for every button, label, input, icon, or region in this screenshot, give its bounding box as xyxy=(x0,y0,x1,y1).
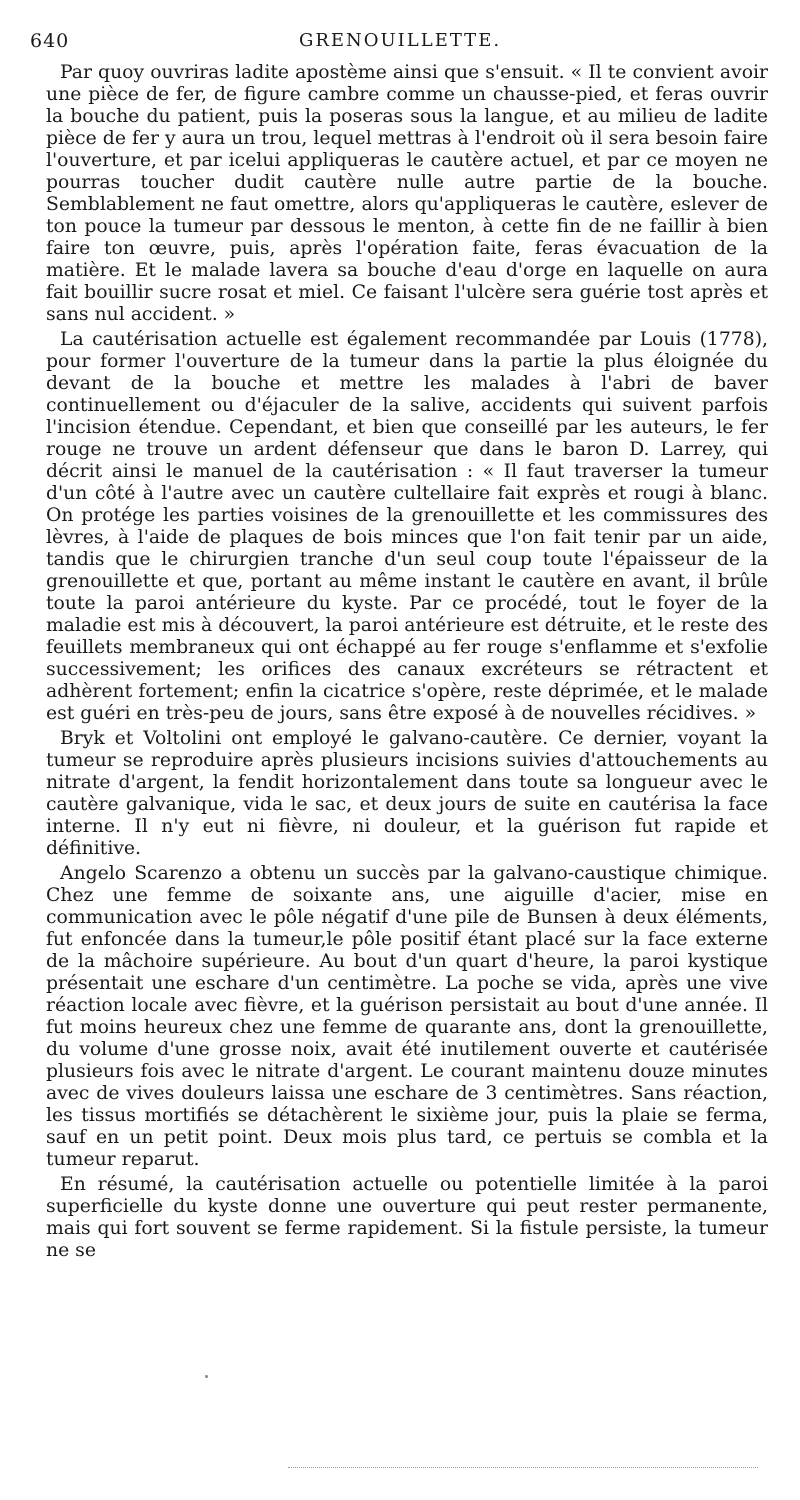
paragraph-4: Angelo Scarenzo a obtenu un succès par la galvano-caustique chimique. Chez une femme de soixante ans, une aiguille d'acier, mise en communication avec le pôle négatif d'une pile de Bunsen à deux éléments, fut enfoncée dans la tumeur,le pôle positif étant placé sur la face externe de la mâchoire supérieure. Au bout d'un quart d'heure, la paroi kystique présentait une eschare d'un centimètre. La poche se vida, après une vive réaction locale avec fièvre, et la guérison persistait au bout d'une année. Il fut moins heureux chez une femme de quarante ans, dont la grenouillette, du volume d'une grosse noix, avait été inutilement ouverte et cautérisée plusieurs fois avec le nitrate d'argent. Le courant maintenu douze minutes avec de vives douleurs laissa une eschare de 3 centimètres. Sans réaction, les tissus mortifiés se détachèrent le sixième jour, puis la plaie se ferma, sauf en un petit point. Deux mois plus tard, ce pertuis se combla et la tumeur reparut. xyxy=(46,863,768,1170)
paragraph-3: Bryk et Voltolini ont employé le galvano-cautère. Ce dernier, voyant la tumeur se reproduire après plusieurs incisions suivies d'attouchements au nitrate d'argent, la fendit horizontalement dans toute sa longueur avec le cautère galvanique, vida le sac, et deux jours de suite en cautérisa la face interne. Il n'y eut ni fièvre, ni douleur, et la guérison fut rapide et définitive. xyxy=(46,728,768,859)
paragraph-1: Par quoy ouvriras ladite apostème ainsi que s'ensuit. « Il te convient avoir une pièce de fer, de figure cambre comme un chausse-pied, et feras ouvrir la bouche du patient, puis la poseras sous la langue, et au milieu de ladite pièce de fer y aura un trou, lequel mettras à l'endroit où il sera besoin faire l'ouverture, et par icelui appliqueras le cautère actuel, et par ce moyen ne pourras toucher dudit cautère nulle autre partie de la bouche. Semblablement ne faut omettre, alors qu'appliqueras le cautère, eslever de ton pouce la tumeur par dessous le menton, à cette fin de ne faillir à bien faire ton œuvre, puis, après l'opération faite, feras évacuation de la matière. Et le malade lavera sa bouche d'eau d'orge en laquelle on aura fait bouillir sucre rosat et miel. Ce faisant l'ulcère sera guérie tost après et sans nul accident. » xyxy=(46,62,768,325)
print-speck xyxy=(205,1375,208,1378)
paragraph-2: La cautérisation actuelle est également recommandée par Louis (1778), pour former l'ouverture de la tumeur dans la partie la plus éloignée du devant de la bouche et mettre les malades à l'abri de baver continuellement ou d'éjaculer de la salive, accidents qui suivent parfois l'incision étendue. Cependant, et bien que conseillé par les auteurs, le fer rouge ne trouve un ardent défenseur que dans le baron D. Larrey, qui décrit ainsi le manuel de la cautérisation : « Il faut traverser la tumeur d'un côté à l'autre avec un cautère cultellaire fait exprès et rougi à blanc. On protége les parties voisines de la grenouillette et les commissures des lèvres, à l'aide de plaques de bois minces que l'on fait tenir par un aide, tandis que le chirurgien tranche d'un seul coup toute l'épaisseur de la grenouillette et que, portant au même instant le cautère en avant, il brûle toute la paroi antérieure du kyste. Par ce procédé, tout le foyer de la maladie est mis à découvert, la paroi antérieure est détruite, et le reste des feuillets membraneux qui ont échappé au fer rouge s'enflamme et s'exfolie successivement; les orifices des canaux excréteurs se rétractent et adhèrent fortement; enfin la cicatrice s'opère, reste déprimée, et le malade est guéri en très-peu de jours, sans être exposé à de nouvelles récidives. » xyxy=(46,329,768,724)
running-head: GRENOUILLETTE. xyxy=(298,30,502,51)
bleed-through-line xyxy=(288,1467,758,1468)
body-text xyxy=(46,62,768,1265)
page-header xyxy=(30,30,770,60)
paragraph-5: En résumé, la cautérisation actuelle ou potentielle limitée à la paroi superficielle du kyste donne une ouverture qui peut rester permanente, mais qui fort souvent se ferme rapidement. Si la fistule persiste, la tumeur ne se xyxy=(46,1174,768,1261)
page-number: 640 xyxy=(30,30,70,52)
